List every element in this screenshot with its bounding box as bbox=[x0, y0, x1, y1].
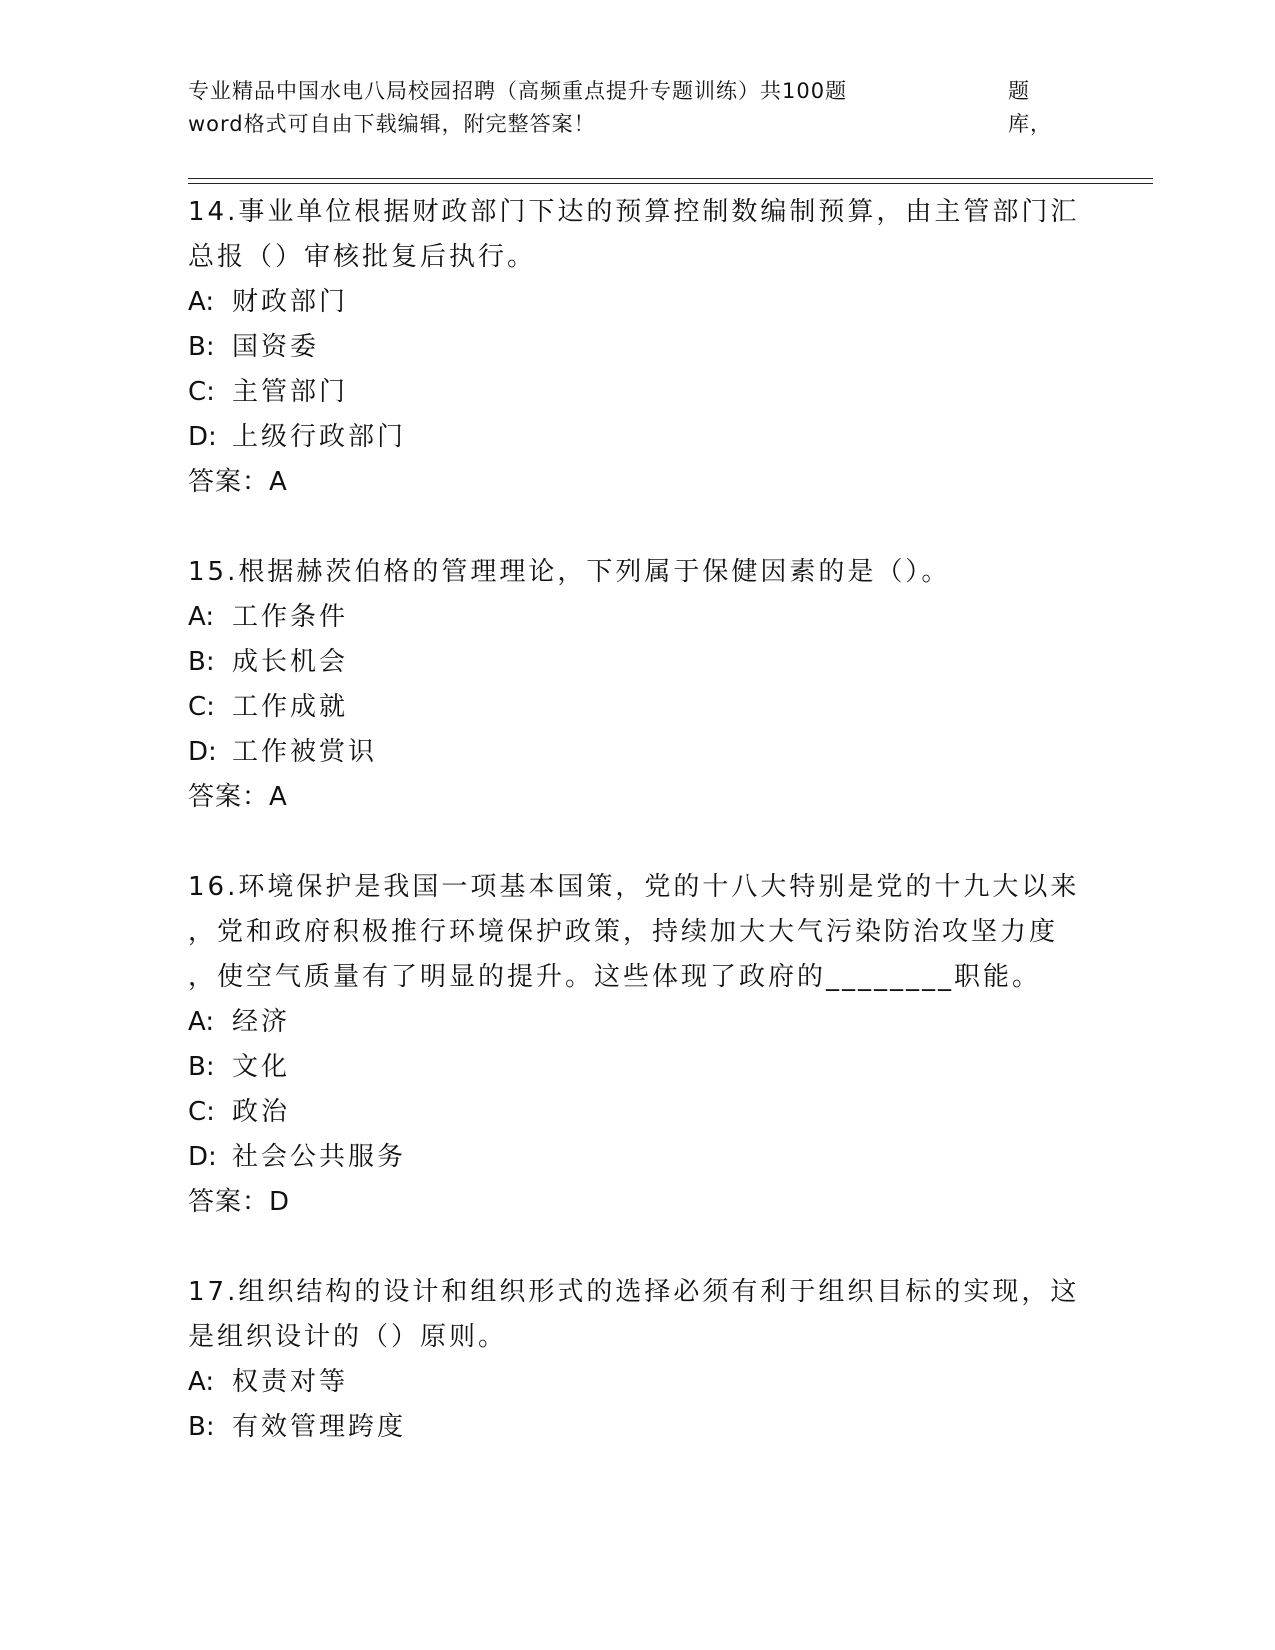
option-key: B: bbox=[188, 647, 215, 677]
option-text: 上级行政部门 bbox=[232, 422, 407, 452]
answer-line: 答案：A bbox=[188, 782, 288, 812]
option-key: D: bbox=[188, 1142, 217, 1172]
question-stem-line: 15.根据赫茨伯格的管理理论，下列属于保健因素的是（）。 bbox=[188, 557, 951, 587]
option-key: C: bbox=[188, 377, 215, 407]
header-rule-bottom bbox=[188, 183, 1153, 184]
answer-line: 答案：D bbox=[188, 1187, 291, 1217]
option-text: 工作成就 bbox=[232, 692, 349, 722]
question-14 bbox=[188, 190, 1088, 505]
option-a bbox=[188, 1360, 1088, 1405]
option-text: 国资委 bbox=[232, 332, 320, 362]
option-a bbox=[188, 1000, 1088, 1045]
question-15 bbox=[188, 550, 1088, 820]
option-key: A: bbox=[188, 1367, 215, 1397]
question-stem-line: 总报（）审核批复后执行。 bbox=[188, 242, 537, 272]
option-d bbox=[188, 415, 1088, 460]
header-suffix: 题库， bbox=[1008, 79, 1052, 136]
question-stem-line: 16.环境保护是我国一项基本国策，党的十八大特别是党的十九大以来 bbox=[188, 872, 1080, 902]
header-rule-top bbox=[188, 178, 1153, 179]
option-key: C: bbox=[188, 1097, 215, 1127]
option-text: 政治 bbox=[232, 1097, 291, 1127]
option-b bbox=[188, 325, 1088, 370]
option-key: A: bbox=[188, 287, 215, 317]
option-key: D: bbox=[188, 737, 217, 767]
option-text: 经济 bbox=[232, 1007, 291, 1037]
option-c bbox=[188, 685, 1088, 730]
header-line-2: word格式可自由下载编辑，附完整答案！ bbox=[188, 112, 596, 136]
option-text: 社会公共服务 bbox=[232, 1142, 407, 1172]
option-text: 工作被赏识 bbox=[232, 737, 378, 767]
option-text: 成长机会 bbox=[232, 647, 349, 677]
option-text: 工作条件 bbox=[232, 602, 349, 632]
option-b bbox=[188, 1405, 1088, 1450]
question-stem-line: 是组织设计的（）原则。 bbox=[188, 1322, 508, 1352]
option-c bbox=[188, 1090, 1088, 1135]
option-d bbox=[188, 1135, 1088, 1180]
option-a bbox=[188, 280, 1088, 325]
question-16 bbox=[188, 865, 1088, 1225]
question-stem-line: ，党和政府积极推行环境保护政策，持续加大大气污染防治攻坚力度 bbox=[188, 917, 1059, 947]
option-text: 主管部门 bbox=[232, 377, 349, 407]
option-text: 有效管理跨度 bbox=[232, 1412, 407, 1442]
question-stem-line: 17.组织结构的设计和组织形式的选择必须有利于组织目标的实现，这 bbox=[188, 1277, 1080, 1307]
option-b bbox=[188, 640, 1088, 685]
option-key: B: bbox=[188, 1052, 215, 1082]
question-17 bbox=[188, 1270, 1088, 1450]
option-a bbox=[188, 595, 1088, 640]
option-key: A: bbox=[188, 1007, 215, 1037]
option-c bbox=[188, 370, 1088, 415]
question-stem-line: 14.事业单位根据财政部门下达的预算控制数编制预算，由主管部门汇 bbox=[188, 197, 1080, 227]
option-text: 权责对等 bbox=[232, 1367, 349, 1397]
page-header bbox=[188, 75, 1068, 141]
option-key: B: bbox=[188, 1412, 215, 1442]
header-title: 专业精品中国水电八局校园招聘（高频重点提升专题训练）共100题 bbox=[188, 79, 848, 103]
question-list bbox=[188, 190, 1088, 1450]
answer-line: 答案：A bbox=[188, 467, 288, 497]
option-b bbox=[188, 1045, 1088, 1090]
question-stem-line: ，使空气质量有了明显的提升。这些体现了政府的________职能。 bbox=[188, 962, 1042, 992]
option-text: 财政部门 bbox=[232, 287, 349, 317]
option-text: 文化 bbox=[232, 1052, 291, 1082]
option-key: B: bbox=[188, 332, 215, 362]
option-key: A: bbox=[188, 602, 215, 632]
option-key: D: bbox=[188, 422, 217, 452]
option-d bbox=[188, 730, 1088, 775]
option-key: C: bbox=[188, 692, 215, 722]
